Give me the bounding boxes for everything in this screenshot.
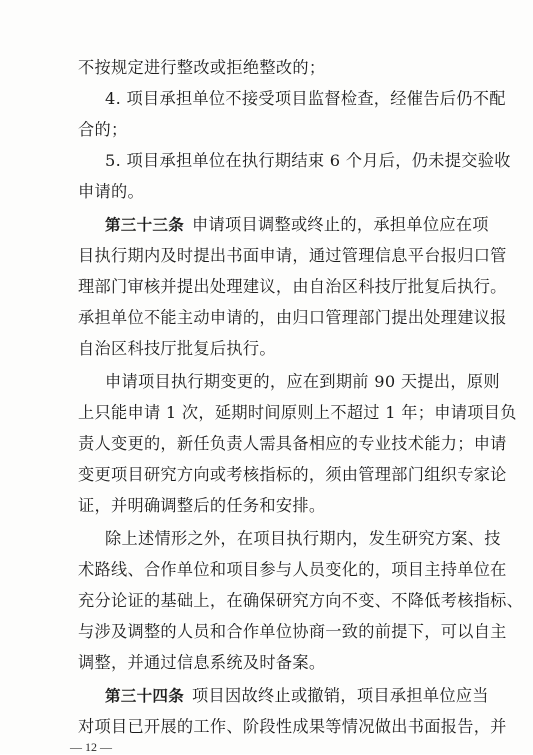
text-line [0, 616, 533, 647]
text-line [0, 647, 533, 678]
text-line [0, 83, 533, 114]
text-line [0, 271, 533, 302]
line-text: 项目因故终止或撤销，项目承担单位应当 [192, 686, 489, 705]
text-line [0, 680, 533, 711]
line-text: 充分论证的基础上，在确保研究方向不变、不降低考核指标、 [78, 591, 524, 610]
text-line [0, 490, 533, 521]
text-line [0, 554, 533, 585]
line-text: 上只能申请 1 次，延期时间原则上不超过 1 年；申请项目负 [78, 403, 517, 422]
line-text: 术路线、合作单位和项目参与人员变化的，项目主持单位在 [78, 560, 507, 579]
text-line [0, 333, 533, 364]
line-text: 自治区科技厅批复后执行。 [78, 339, 276, 358]
text-line [0, 176, 533, 207]
text-line [0, 302, 533, 333]
line-text: 4. 项目承担单位不接受项目监督检查，经催告后仍不配 [105, 89, 506, 108]
line-text: 变更项目研究方向或考核指标的，须由管理部门组织专家论 [78, 465, 507, 484]
line-text: 5. 项目承担单位在执行期结束 6 个月后，仍未提交验收 [105, 151, 511, 170]
line-text: 不按规定进行整改或拒绝整改的； [78, 58, 326, 77]
article-heading: 第三十四条 [105, 687, 185, 705]
line-text: 申请项目执行期变更的，应在到期前 90 天提出，原则 [105, 372, 500, 391]
text-line [0, 428, 533, 459]
text-line [0, 114, 533, 145]
text-line [0, 209, 533, 240]
text-line [0, 523, 533, 554]
line-text: 合的； [78, 120, 128, 139]
line-text: 调整，并通过信息系统及时备案。 [78, 653, 326, 672]
line-text: 与涉及调整的人员和合作单位协商一致的前提下，可以自主 [78, 622, 507, 641]
text-line [0, 711, 533, 742]
line-text: 理部门审核并提出处理建议，由自治区科技厅批复后执行。 [78, 277, 507, 296]
text-line [0, 240, 533, 271]
article-heading: 第三十三条 [105, 216, 185, 234]
line-text: 证，并明确调整后的任务和安排。 [78, 496, 326, 515]
text-line [0, 366, 533, 397]
line-text: 对项目已开展的工作、阶段性成果等情况做出书面报告，并 [78, 717, 507, 736]
text-line [0, 459, 533, 490]
line-text: 除上述情形之外，在项目执行期内，发生研究方案、技 [105, 529, 501, 548]
text-line [0, 52, 455, 83]
page-number-text: — 12 — [70, 740, 112, 754]
text-line [0, 397, 533, 428]
line-text: 申请的。 [78, 182, 144, 201]
line-text: 承担单位不能主动申请的，由归口管理部门提出处理建议报 [78, 308, 507, 327]
text-line [0, 585, 533, 616]
text-line [0, 145, 533, 176]
line-text: 目执行期内及时提出书面申请，通过管理信息平台报归口管 [78, 246, 507, 265]
line-text: 申请项目调整或终止的，承担单位应在项 [192, 215, 489, 234]
line-text: 责人变更的，新任负责人需具备相应的专业技术能力；申请 [78, 434, 507, 453]
